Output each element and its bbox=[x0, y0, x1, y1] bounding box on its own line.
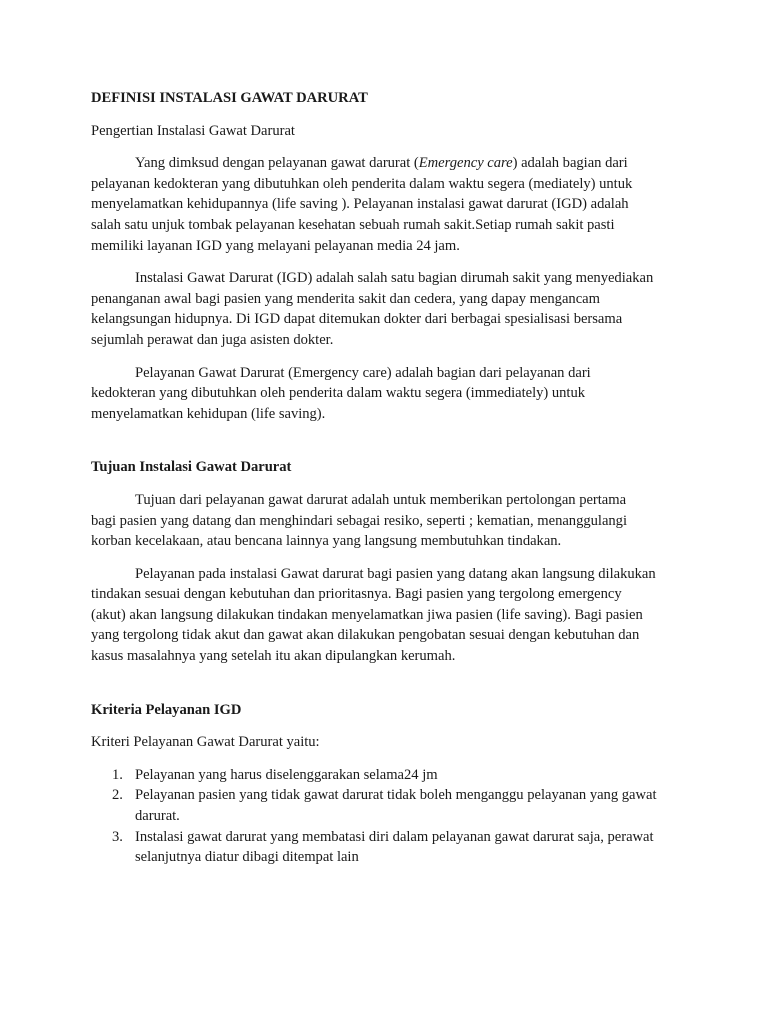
section-3-intro: Kriteri Pelayanan Gawat Darurat yaitu: bbox=[91, 734, 320, 751]
paragraph-line: kelangsungan hidupnya. Di IGD dapat ditemukan dokter dari berbagai spesialisasi bersama bbox=[91, 311, 623, 328]
list-item-number: 2. bbox=[112, 787, 123, 804]
paragraph-line: menyelamatkan kehidupan (life saving). bbox=[91, 405, 326, 422]
paragraph-line: bagi pasien yang datang dan menghindari sebagai resiko, seperti ; kematian, menanggulangi bbox=[91, 512, 627, 529]
section-3-heading: Kriteria Pelayanan IGD bbox=[91, 701, 242, 718]
list-item bbox=[91, 765, 691, 786]
paragraph-line: sejumlah perawat dan juga asisten dokter. bbox=[91, 331, 334, 348]
paragraph-text: Yang dimksud dengan pelayanan gawat darurat ( bbox=[135, 155, 419, 172]
list-item bbox=[91, 785, 691, 826]
list-item-number: 3. bbox=[112, 828, 123, 845]
paragraph-line: kedokteran yang dibutuhkan oleh penderita dalam waktu segera (immediately) untuk bbox=[91, 385, 586, 402]
paragraph-text: ) adalah bagian dari bbox=[512, 155, 628, 172]
document-title: DEFINISI INSTALASI GAWAT DARURAT bbox=[91, 90, 368, 106]
paragraph-line: memiliki layanan IGD yang melayani pelayanan media 24 jam. bbox=[91, 237, 460, 254]
paragraph-line: Pelayanan pada instalasi Gawat darurat bagi pasien yang datang akan langsung dilakukan bbox=[135, 565, 656, 582]
list-item bbox=[91, 827, 691, 868]
section-1-paragraph-2 bbox=[91, 268, 691, 350]
paragraph-line: tindakan sesuai dengan kebutuhan dan prioritasnya. Bagi pasien yang tergolong emergency bbox=[91, 586, 622, 603]
paragraph-line: Pelayanan Gawat Darurat (Emergency care) adalah bagian dari pelayanan dari bbox=[135, 364, 591, 381]
paragraph-line: kasus masalahnya yang setelah itu akan dipulangkan kerumah. bbox=[91, 648, 456, 665]
section-2-heading: Tujuan Instalasi Gawat Darurat bbox=[91, 459, 292, 476]
list-item-text-continued: darurat. bbox=[135, 808, 180, 825]
paragraph-line: korban kecelakaan, atau bencana lainnya yang langsung membutuhkan tindakan. bbox=[91, 533, 562, 550]
paragraph-line: yang tergolong tidak akut dan gawat akan dilakukan pengobatan sesuai dengan kebutuhan dan bbox=[91, 627, 640, 644]
paragraph-line: (akut) akan langsung dilakukan tindakan menyelamatkan jiwa pasien (life saving). Bagi pasien bbox=[91, 606, 643, 623]
list-item-number: 1. bbox=[112, 766, 123, 783]
document-body bbox=[91, 88, 691, 868]
section-1-paragraph-3 bbox=[91, 363, 691, 425]
paragraph-line: menyelamatkan kehidupannya (life saving ). Pelayanan instalasi gawat darurat (IGD) adalah bbox=[91, 196, 629, 213]
paragraph-line: salah satu unjuk tombak pelayanan kesehatan sebuah rumah sakit.Setiap rumah sakit pasti bbox=[91, 216, 615, 233]
paragraph-line: penanganan awal bagi pasien yang menderita sakit dan cedera, yang dapay mengancam bbox=[91, 290, 600, 307]
paragraph-line: pelayanan kedokteran yang dibutuhkan oleh penderita dalam waktu segera (mediately) untuk bbox=[91, 175, 633, 192]
list-item-text-continued: selanjutnya diatur dibagi ditempat lain bbox=[135, 849, 359, 866]
list-item-text: Pelayanan pasien yang tidak gawat darurat tidak boleh menganggu pelayanan yang gawat bbox=[135, 787, 657, 804]
criteria-list bbox=[91, 765, 691, 868]
section-2-paragraph-1 bbox=[91, 490, 691, 552]
section-1-paragraph-1 bbox=[91, 153, 691, 256]
paragraph-line: Tujuan dari pelayanan gawat darurat adalah untuk memberikan pertolongan pertama bbox=[135, 491, 627, 508]
list-item-text: Instalasi gawat darurat yang membatasi diri dalam pelayanan gawat darurat saja, perawat bbox=[135, 828, 654, 845]
emphasis-text: Emergency care bbox=[418, 155, 513, 172]
section-2-paragraph-2 bbox=[91, 564, 691, 667]
paragraph-line bbox=[91, 153, 691, 174]
section-1-subtitle: Pengertian Instalasi Gawat Darurat bbox=[91, 122, 295, 139]
list-item-text: Pelayanan yang harus diselenggarakan selama24 jm bbox=[135, 766, 438, 783]
paragraph-line: Instalasi Gawat Darurat (IGD) adalah salah satu bagian dirumah sakit yang menyediakan bbox=[135, 270, 654, 287]
